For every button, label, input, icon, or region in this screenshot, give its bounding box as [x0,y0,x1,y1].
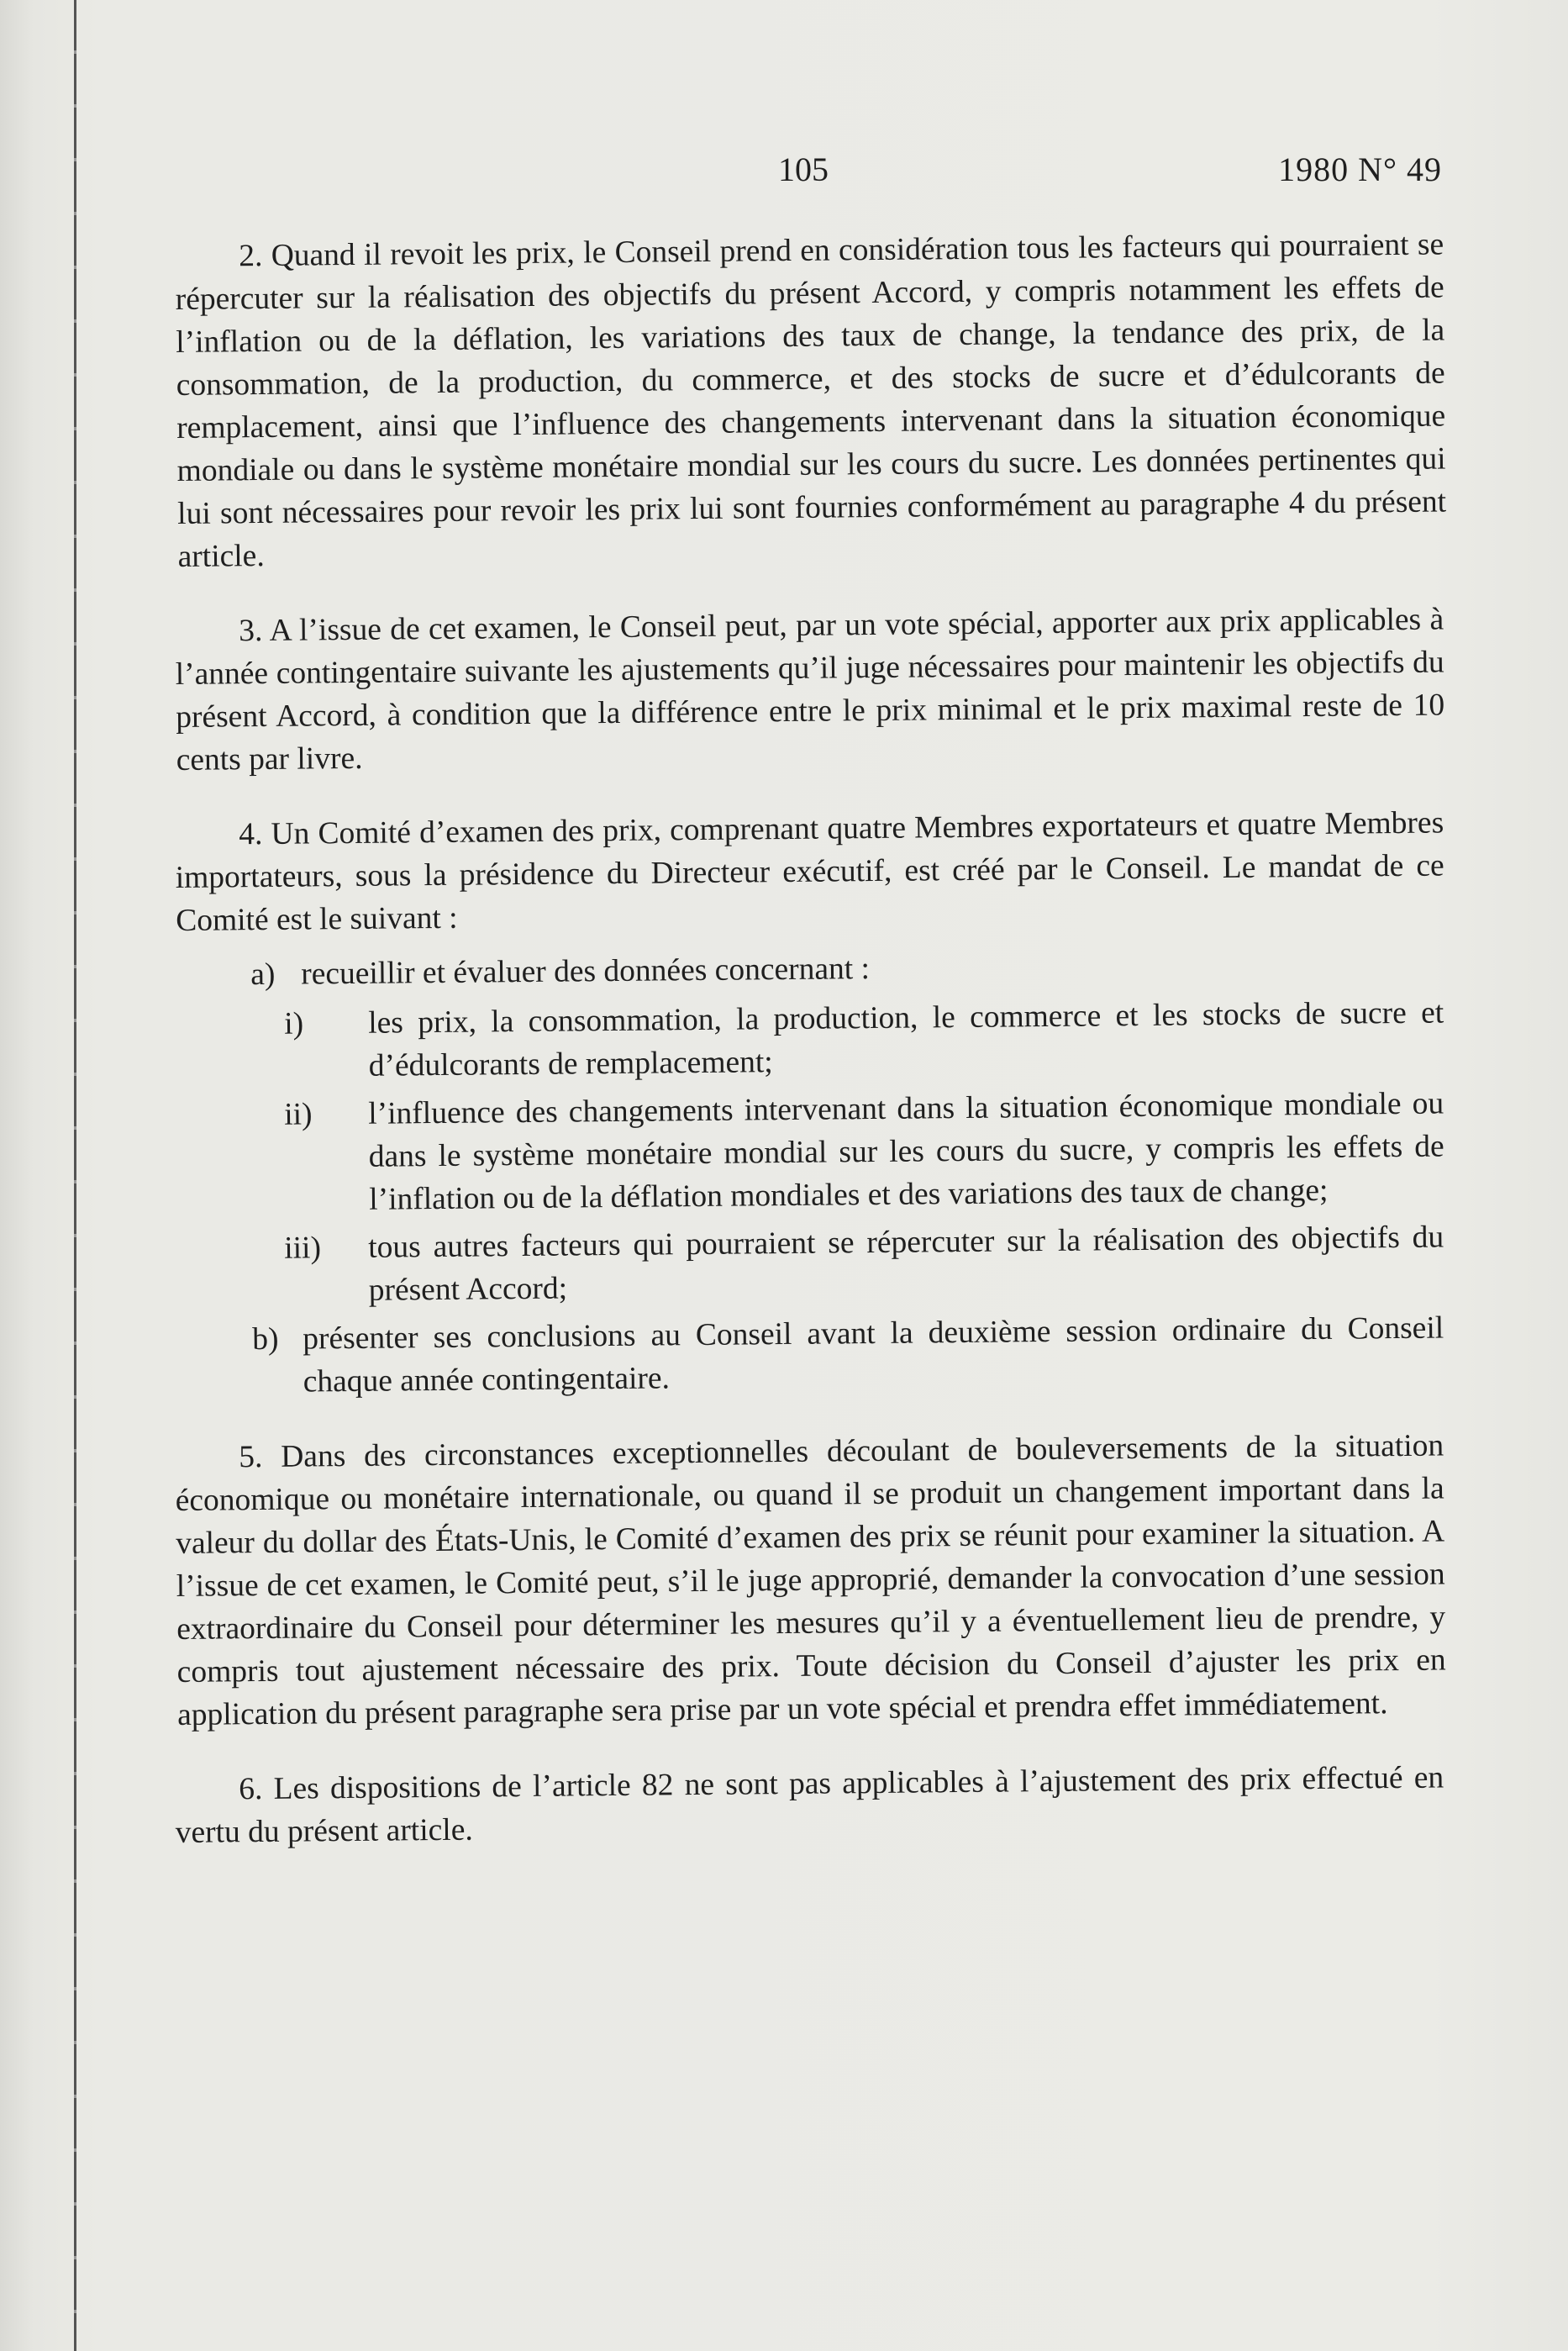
list-item-text: les prix, la consommation, la production, le commerce et les stocks de sucre et d’édulcorants de remplacement; [368,995,1444,1083]
paragraph-5: 5. Dans des circonstances exceptionnelles découlant de bouleversements de la situation économique ou monétaire internationale, ou quand il se produit un changement important dans la valeur du dollar des États-Unis, le Comité d’examen des prix se réunit pour examiner la situation. A l’issue de cet examen, le Comité peut, s’il le juge approprié, demander la convocation d’une session extraordinaire du Conseil pour déterminer les mesures qu’il y a éventuellement lieu de prendre, y compris tout ajustement nécessaire des prix. Toute décision du Conseil d’ajuster les prix en application du présent paragraphe sera prise par un vote spécial et prendra effet immédiatement. [175,1428,1446,1732]
paragraph-6: 6. Les dispositions de l’article 82 ne sont pas applicables à l’ajustement des prix effectué en vertu du présent article. [175,1760,1444,1850]
paragraph-2: 2. Quand il revoit les prix, le Conseil prend en considération tous les facteurs qui pourraient se répercuter sur la réalisation des objectifs du présent Accord, y compris notamment les effets de l’inflation ou de la déflation, les variations des taux de change, la tendance des prix, de la consommation, de la production, du commerce, et des stocks de sucre et d’édulcorants de remplacement, ainsi que l’influence des changements intervenant dans la situation économique mondiale ou dans le système monétaire mondial sur les cours du sucre. Les données pertinentes qui lui sont nécessaires pour revoir les prix lui sont fournies conformément au paragraphe 4 du présent article. [175,227,1447,574]
document-body [175,227,1447,1886]
binding-edge [74,0,76,2351]
list-item-text: l’influence des changements intervenant dans la situation économique mondiale ou dans le système monétaire mondial sur les cours du sucre, y compris les effets de l’inflation ou de la déflation mondiales et des variations des taux de change; [368,1086,1444,1217]
list-subitem-iii [175,1216,1444,1314]
paragraph-3: 3. A l’issue de cet examen, le Conseil peut, par un vote spécial, apporter aux prix applicables à l’année contingentaire suivante les ajustements qu’il juge nécessaires pour maintenir les objectifs du présent Accord, à condition que la différence entre le prix minimal et le prix maximal reste de 10 cents par livre. [175,602,1445,778]
list-marker: b) [252,1321,279,1357]
list-item-text: tous autres facteurs qui pourraient se répercuter sur la réalisation des objectifs du présent Accord; [368,1220,1444,1308]
list-subitem-i [175,992,1444,1089]
list-item-b [175,1307,1444,1405]
page-number: 105 [778,150,829,188]
list-subitem-ii [175,1083,1444,1223]
list-item-text: recueillir et évaluer des données concernant : [301,951,871,992]
list-marker: i) [284,1006,304,1041]
list-item-text: présenter ses conclusions au Conseil avant la deuxième session ordinaire du Conseil chaque année contingentaire. [303,1310,1444,1400]
year-and-number: 1980 N° 49 [1278,150,1442,188]
list-item-a [175,942,1444,997]
list-marker: a) [250,957,276,993]
list-marker: iii) [284,1231,322,1266]
page-header [0,150,1568,192]
list-marker: ii) [284,1097,313,1132]
paragraph-4: 4. Un Comité d’examen des prix, comprenant quatre Membres exportateurs et quatre Membres importateurs, sous la présidence du Directeur exécutif, est créé par le Conseil. Le mandat de ce Comité est le suivant : [175,805,1444,938]
